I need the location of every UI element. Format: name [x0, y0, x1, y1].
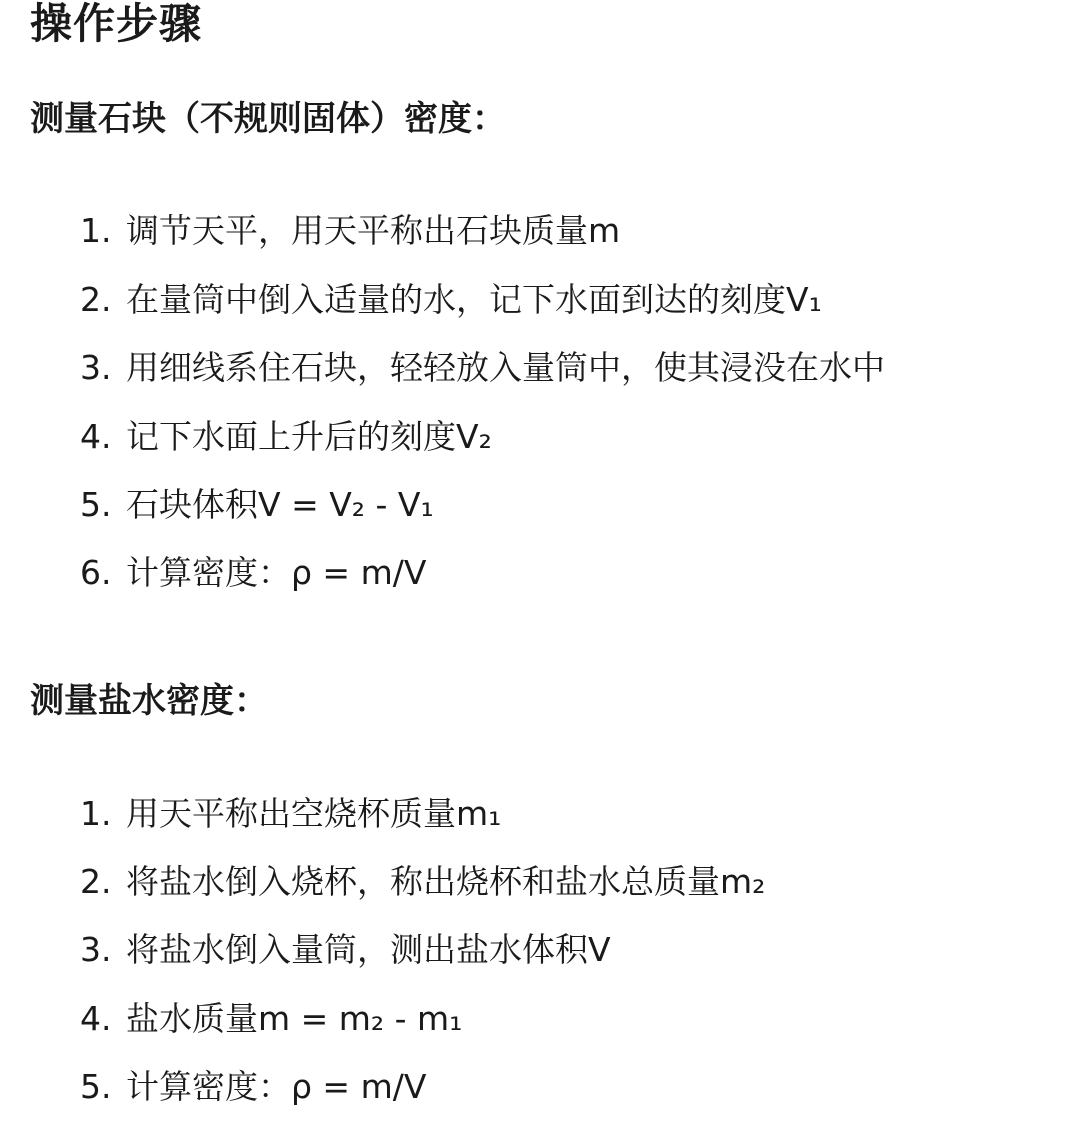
step-number: 1. — [80, 211, 112, 250]
list-item — [80, 790, 501, 838]
list-item — [80, 926, 611, 974]
page-title: 操作步骤 — [30, 0, 203, 48]
step-number: 3. — [80, 930, 112, 969]
step-text: 将盐水倒入烧杯，称出烧杯和盐水总质量m₂ — [126, 862, 766, 901]
section-heading-stone: 测量石块（不规则固体）密度： — [30, 99, 506, 139]
step-number: 4. — [80, 999, 112, 1038]
step-text: 调节天平，用天平称出石块质量m — [126, 211, 621, 250]
step-number: 5. — [80, 1067, 112, 1106]
step-text: 盐水质量m = m₂ - m₁ — [126, 999, 463, 1038]
step-text: 用细线系住石块，轻轻放入量筒中，使其浸没在水中 — [126, 348, 885, 387]
step-text: 将盐水倒入量筒，测出盐水体积V — [126, 930, 611, 969]
list-item — [80, 413, 492, 461]
step-text: 用天平称出空烧杯质量m₁ — [126, 794, 502, 833]
step-number: 3. — [80, 348, 112, 387]
section-heading-brine: 测量盐水密度： — [30, 681, 268, 721]
step-number: 4. — [80, 417, 112, 456]
step-text: 计算密度：ρ = m/V — [126, 1067, 427, 1106]
step-text: 石块体积V = V₂ - V₁ — [126, 485, 434, 524]
list-item — [80, 481, 434, 529]
step-text: 在量筒中倒入适量的水，记下水面到达的刻度V₁ — [126, 280, 822, 319]
list-item — [80, 995, 462, 1043]
list-item — [80, 276, 822, 324]
step-number: 5. — [80, 485, 112, 524]
list-item — [80, 858, 765, 906]
step-text: 记下水面上升后的刻度V₂ — [126, 417, 492, 456]
step-number: 6. — [80, 553, 112, 592]
list-item — [80, 1063, 426, 1111]
list-item — [80, 549, 426, 597]
step-number: 2. — [80, 280, 112, 319]
step-number: 2. — [80, 862, 112, 901]
step-number: 1. — [80, 794, 112, 833]
step-text: 计算密度：ρ = m/V — [126, 553, 427, 592]
list-item — [80, 207, 620, 255]
list-item — [80, 344, 885, 392]
